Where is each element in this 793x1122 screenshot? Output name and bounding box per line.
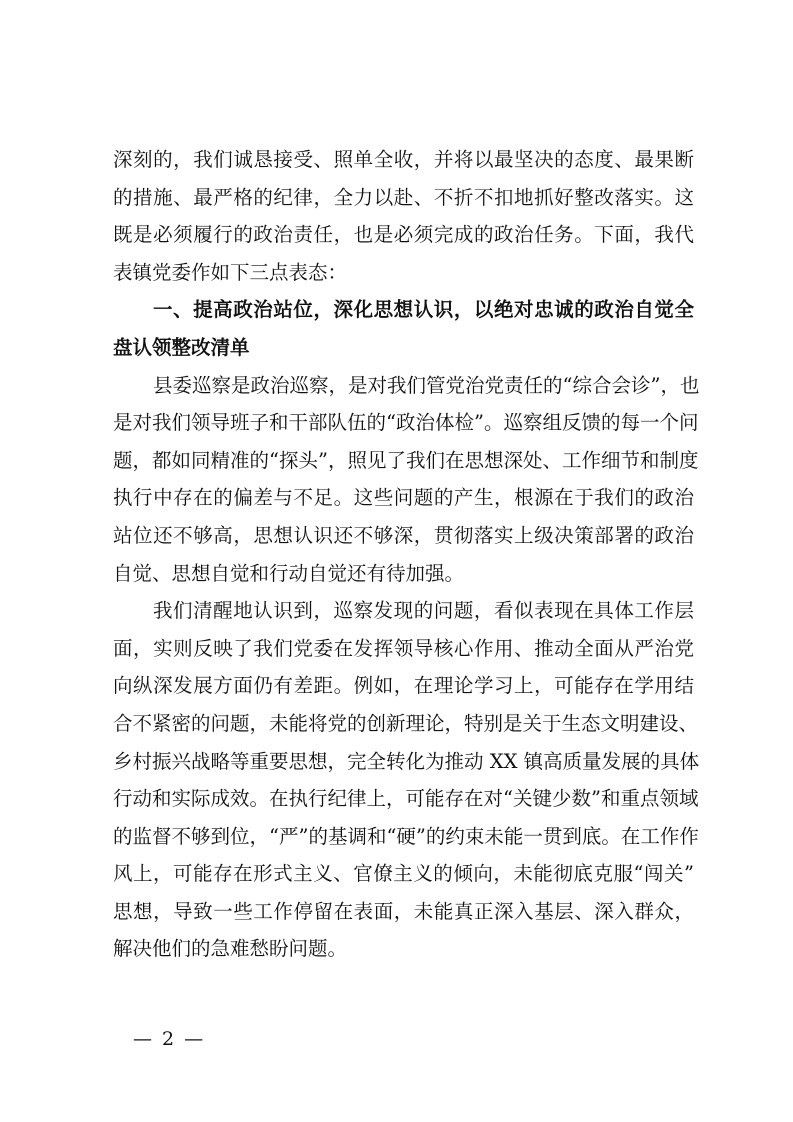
text-line: 站位还不够高，思想认识还不够深，贯彻落实上级决策部署的政治: [113, 523, 694, 547]
section-heading: [113, 291, 694, 366]
text-line: 县委巡察是政治巡察，是对我们管党治党责任的“综合会诊”，也: [153, 373, 700, 397]
text-line: 的措施、最严格的纪律，全力以赴、不折不扣地抓好整改落实。这: [113, 185, 694, 209]
text-line: 既是必须履行的政治责任，也是必须完成的政治任务。下面，我代: [113, 223, 694, 247]
text-line: 思想，导致一些工作停留在表面，未能真正深入基层、深入群众，: [113, 899, 694, 923]
text-line: 一、提高政治站位，深化思想认识，以绝对忠诚的政治自觉全: [153, 298, 694, 322]
text-line: 题，都如同精准的“探头”，照见了我们在思想深处、工作细节和制度: [113, 448, 699, 472]
text-line: 自觉、思想自觉和行动自觉还有待加强。: [113, 561, 465, 585]
page-number: — 2 —: [133, 1028, 206, 1050]
text-line: 面，实则反映了我们党委在发挥领导核心作用、推动全面从严治党: [113, 636, 694, 660]
text-line: 执行中存在的偏差与不足。这些问题的产生，根源在于我们的政治: [113, 486, 694, 510]
text-line: 行动和实际成效。在执行纪律上，可能存在对“关键少数”和重点领域: [113, 787, 699, 811]
text-line: 盘认领整改清单: [113, 335, 250, 359]
document-body: [113, 141, 700, 968]
text-line: 是对我们领导班子和干部队伍的“政治体检”。巡察组反馈的每一个问: [113, 411, 699, 435]
paragraph: [113, 592, 700, 968]
text-line: 乡村振兴战略等重要思想，完全转化为推动 XX 镇高质量发展的具体: [113, 749, 700, 773]
text-line: 合不紧密的问题，未能将党的创新理论，特别是关于生态文明建设、: [113, 711, 699, 735]
paragraph: [113, 141, 694, 291]
text-line: 解决他们的急难愁盼问题。: [113, 937, 348, 961]
text-line: 的监督不够到位，“严”的基调和“硬”的约束未能一贯到底。在工作作: [113, 824, 699, 848]
text-line: 我们清醒地认识到，巡察发现的问题，看似表现在具体工作层: [153, 599, 694, 623]
text-line: 风上，可能存在形式主义、官僚主义的倾向，未能彻底克服“闯关”: [113, 862, 694, 886]
text-line: 表镇党委作如下三点表态：: [113, 260, 348, 284]
text-line: 向纵深发展方面仍有差距。例如，在理论学习上，可能存在学用结: [113, 674, 694, 698]
text-line: 深刻的，我们诚恳接受、照单全收，并将以最坚决的态度、最果断: [113, 148, 694, 171]
paragraph: [113, 367, 700, 593]
